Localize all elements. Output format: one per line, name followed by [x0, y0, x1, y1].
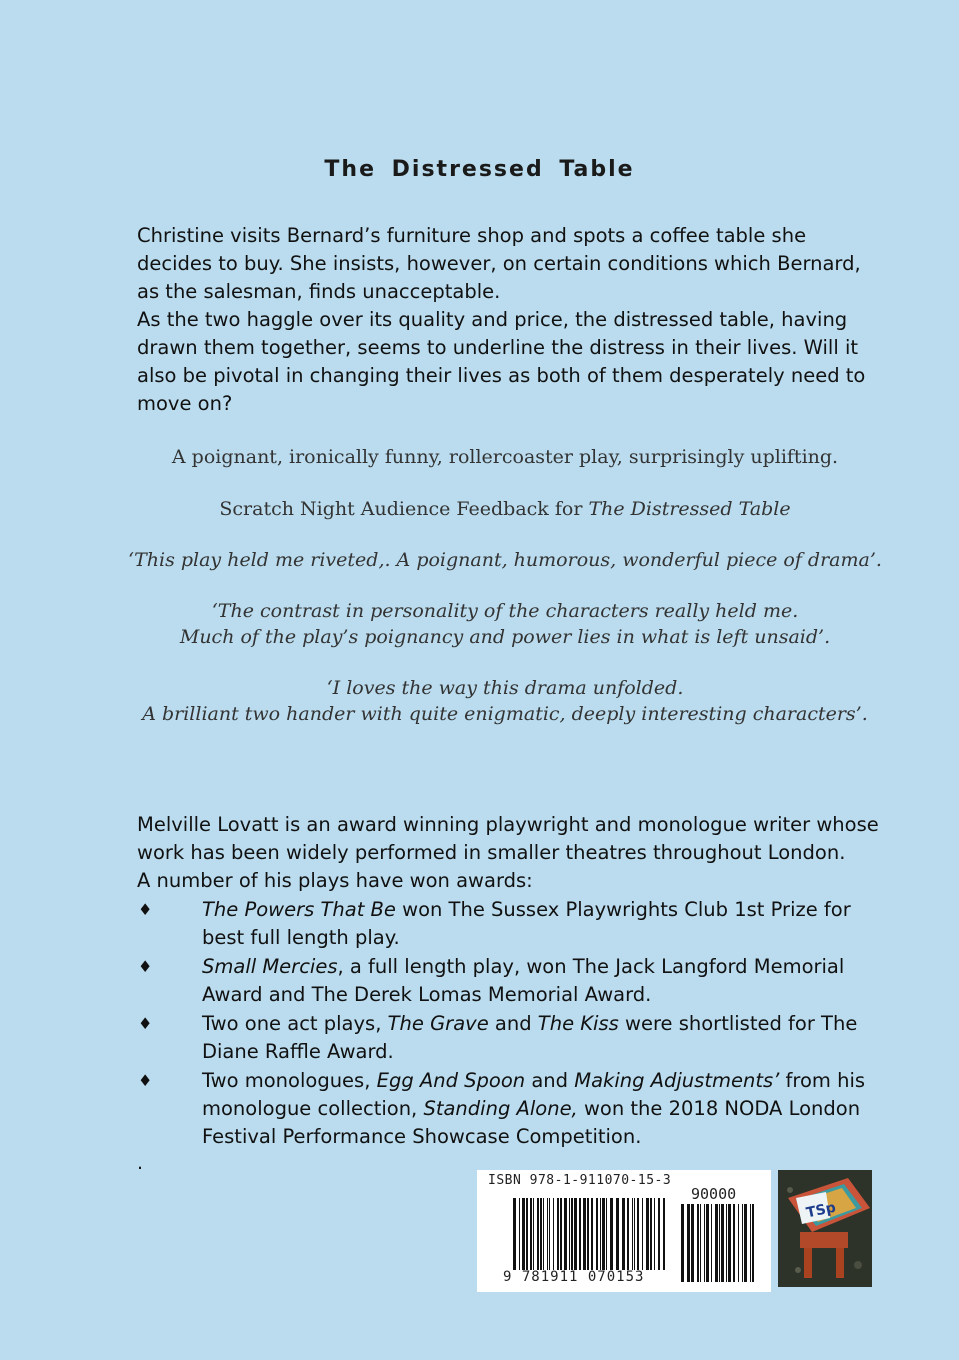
diamond-bullet-icon: ♦ [138, 900, 153, 919]
synopsis-paragraph-2: As the two haggle over its quality and price, the distressed table, having drawn them together, seems to underline the distress in their lives. Will it also be pivotal in changing their lives as both of them desperately need to move on? [137, 308, 866, 415]
award-text: won The Sussex Playwrights Club 1st Prize for best full length play. [202, 898, 851, 949]
review-quote-1: ‘This play held me riveted,. A poignant, humorous, wonderful piece of drama’. [128, 549, 882, 571]
publisher-logo-photo [778, 1170, 872, 1287]
svg-text:TSp: TSp [804, 1199, 838, 1222]
stray-dot: . [137, 1152, 144, 1174]
ean-digits: 9 781911 070153 [503, 1269, 645, 1285]
award-text: were shortlisted for The Diane Raffle Award. [202, 1012, 858, 1063]
award-text: Two monologues, [202, 1069, 377, 1092]
tagline: A poignant, ironically funny, rollercoaster play, surprisingly uplifting. [171, 446, 839, 468]
award-item [137, 953, 882, 1009]
award-item [137, 1010, 882, 1066]
diamond-bullet-icon: ♦ [138, 1014, 153, 1033]
feedback-prefix: Scratch Night Audience Feedback for [219, 498, 589, 520]
award-item [137, 896, 882, 952]
feedback-play-title: The Distressed Table [588, 498, 791, 520]
award-text: Two one act plays, [202, 1012, 388, 1035]
table-photo-icon [778, 1170, 872, 1287]
award-text: won the 2018 NODA London Festival Performance Showcase Competition. [202, 1097, 861, 1148]
award-text: , a full length play, won The Jack Langford Memorial Award and The Derek Lomas Memorial Award. [202, 955, 845, 1006]
award-play-title: Making Adjustments’ [574, 1069, 780, 1092]
awards-intro: A number of his plays have won awards: [137, 869, 533, 892]
award-play-title: The Kiss [537, 1012, 619, 1035]
review-quote-2-line-1: ‘The contrast in personality of the characters really held me. [211, 600, 799, 622]
award-play-title: The Grave [387, 1012, 489, 1035]
book-title: The Distressed Table [324, 157, 635, 182]
reviews [0, 444, 959, 727]
award-text: and [525, 1069, 575, 1092]
award-text: from his monologue collection, [202, 1069, 866, 1120]
bio-intro: Melville Lovatt is an award winning playwright and monologue writer whose work has been widely performed in smaller theatres throughout London. [137, 813, 879, 864]
review-quote-3-line-1: ‘I loves the way this drama unfolded. [326, 677, 684, 699]
author-bio [137, 811, 882, 1151]
award-play-title: Egg And Spoon [376, 1069, 526, 1092]
synopsis-paragraph-1: Christine visits Bernard’s furniture shop and spots a coffee table she decides to buy. She insists, however, on certain conditions which Bernard, as the salesman, finds unacceptable. [137, 224, 861, 303]
review-quote-2-line-2: Much of the play’s poignancy and power lies in what is left unsaid’. [179, 626, 831, 648]
synopsis [137, 222, 877, 418]
review-quote-3-line-2: A brilliant two hander with quite enigmatic, deeply interesting characters’. [142, 703, 868, 725]
award-item [137, 1067, 882, 1151]
award-play-title: The Powers That Be [202, 898, 396, 921]
feedback-heading [0, 496, 959, 522]
isbn-barcode [477, 1170, 771, 1292]
award-text: and [488, 1012, 538, 1035]
price-code: 90000 [691, 1185, 737, 1203]
diamond-bullet-icon: ♦ [138, 1071, 153, 1090]
award-play-title: Small Mercies [202, 955, 338, 978]
isbn-number: ISBN 978-1-911070-15-3 [488, 1173, 672, 1188]
award-collection-title: Standing Alone, [423, 1097, 578, 1120]
diamond-bullet-icon: ♦ [138, 957, 153, 976]
